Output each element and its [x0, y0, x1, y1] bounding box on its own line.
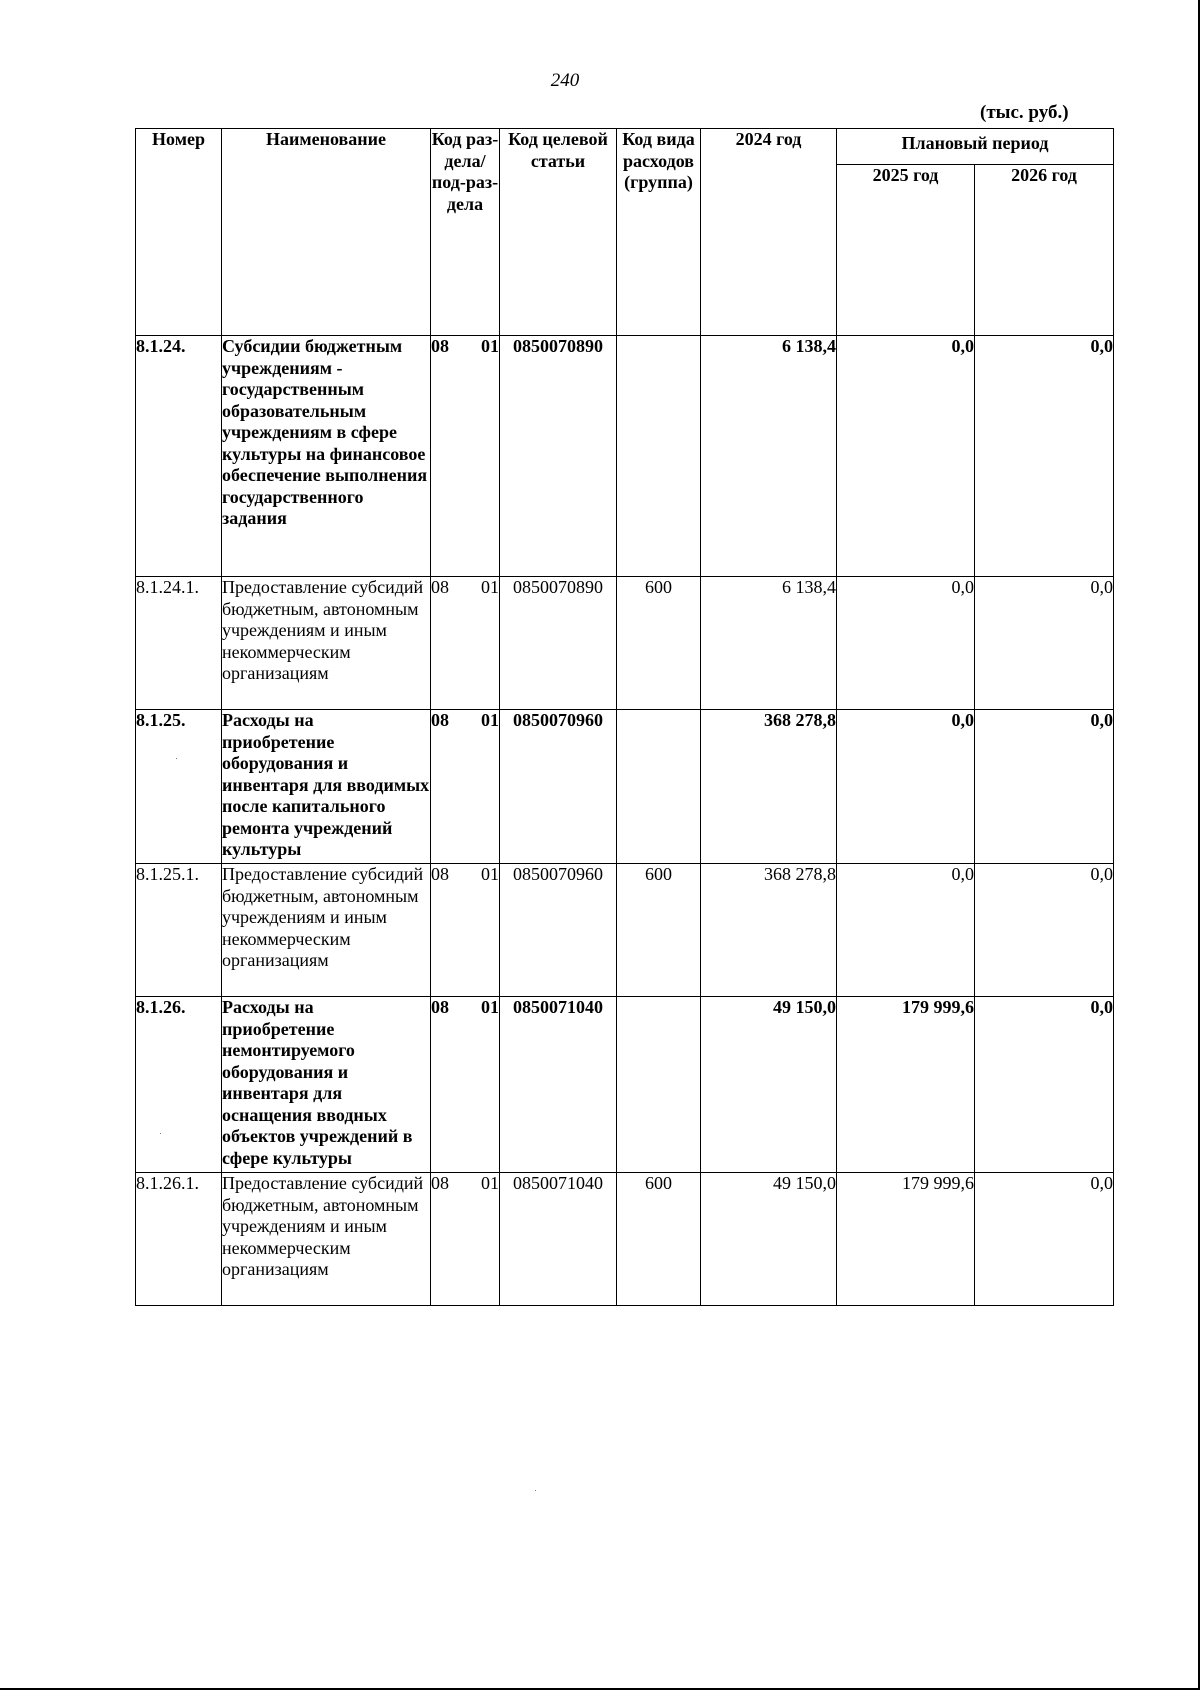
row-value-2026: 0,0	[975, 864, 1114, 997]
row-value-2024: 368 278,8	[701, 710, 837, 864]
row-number: 8.1.25.	[136, 710, 222, 864]
row-name: Предоставление субсидий бюджетным, автономным учреждениям и иным некоммерческим организациям	[222, 1173, 431, 1306]
row-value-2024: 6 138,4	[701, 336, 837, 577]
table-row	[136, 336, 1114, 577]
row-number: 8.1.26.	[136, 997, 222, 1173]
table-row	[136, 1173, 1114, 1306]
row-number: 8.1.26.1.	[136, 1173, 222, 1306]
row-expense-type	[617, 710, 701, 864]
row-target-code: 0850070890	[500, 336, 617, 577]
row-value-2025: 0,0	[837, 710, 975, 864]
header-expense-type: Код вида расходов (группа)	[617, 129, 701, 336]
row-target-code: 0850070960	[500, 864, 617, 997]
row-value-2024: 49 150,0	[701, 997, 837, 1173]
row-podrazdel: 01	[481, 710, 499, 730]
scan-speck	[535, 1490, 536, 1491]
row-value-2025: 179 999,6	[837, 997, 975, 1173]
budget-table	[135, 128, 1114, 1306]
row-value-2026: 0,0	[975, 1173, 1114, 1306]
row-value-2026: 0,0	[975, 710, 1114, 864]
row-target-code: 0850071040	[500, 1173, 617, 1306]
header-number: Номер	[136, 129, 222, 336]
row-podrazdel: 01	[481, 1173, 499, 1193]
table-row	[136, 997, 1114, 1173]
header-year-2025: 2025 год	[837, 165, 975, 336]
row-razdel: 08	[431, 336, 449, 356]
scan-speck	[160, 1133, 161, 1134]
row-value-2024: 49 150,0	[701, 1173, 837, 1306]
table-row	[136, 864, 1114, 997]
table-row	[136, 710, 1114, 864]
row-expense-type	[617, 997, 701, 1173]
row-value-2025: 0,0	[837, 336, 975, 577]
page-number: 240	[550, 70, 580, 91]
scan-speck	[176, 758, 177, 759]
header-name: Наименование	[222, 129, 431, 336]
row-target-code: 0850070960	[500, 710, 617, 864]
row-value-2025: 0,0	[837, 864, 975, 997]
row-razdel: 08	[431, 577, 449, 597]
row-name: Расходы на приобретение оборудования и инвентаря для вводимых после капитального ремонта учреждений культуры	[222, 710, 431, 864]
row-value-2025: 179 999,6	[837, 1173, 975, 1306]
row-target-code: 0850071040	[500, 997, 617, 1173]
row-podrazdel: 01	[481, 577, 499, 597]
row-number: 8.1.24.	[136, 336, 222, 577]
table-row	[136, 577, 1114, 710]
row-expense-type	[617, 336, 701, 577]
units-label: (тыс. руб.)	[980, 102, 1069, 123]
row-value-2026: 0,0	[975, 336, 1114, 577]
header-section-code: Код раз-дела/ под-раз-дела	[431, 129, 500, 336]
row-podrazdel: 01	[481, 336, 499, 356]
row-name: Субсидии бюджетным учреждениям - государственным образовательным учреждениям в сфере культуры на финансовое обеспечение выполнения государственного задания	[222, 336, 431, 577]
row-target-code: 0850070890	[500, 577, 617, 710]
row-expense-type: 600	[617, 1173, 701, 1306]
row-number: 8.1.24.1.	[136, 577, 222, 710]
row-expense-type: 600	[617, 864, 701, 997]
row-value-2025: 0,0	[837, 577, 975, 710]
row-value-2026: 0,0	[975, 997, 1114, 1173]
row-name: Предоставление субсидий бюджетным, автономным учреждениям и иным некоммерческим организациям	[222, 864, 431, 997]
header-year-2024: 2024 год	[701, 129, 837, 336]
row-razdel: 08	[431, 710, 449, 730]
row-razdel: 08	[431, 864, 449, 884]
row-razdel: 08	[431, 997, 449, 1017]
header-target-code: Код целевой статьи	[500, 129, 617, 336]
row-number: 8.1.25.1.	[136, 864, 222, 997]
header-year-2026: 2026 год	[975, 165, 1114, 336]
row-razdel: 08	[431, 1173, 449, 1193]
row-podrazdel: 01	[481, 864, 499, 884]
row-expense-type: 600	[617, 577, 701, 710]
row-value-2026: 0,0	[975, 577, 1114, 710]
header-planning-period: Плановый период	[837, 129, 1114, 165]
row-value-2024: 368 278,8	[701, 864, 837, 997]
row-name: Предоставление субсидий бюджетным, автономным учреждениям и иным некоммерческим организациям	[222, 577, 431, 710]
row-podrazdel: 01	[481, 997, 499, 1017]
row-value-2024: 6 138,4	[701, 577, 837, 710]
row-name: Расходы на приобретение немонтируемого оборудования и инвентаря для оснащения вводных объектов учреждений в сфере культуры	[222, 997, 431, 1173]
